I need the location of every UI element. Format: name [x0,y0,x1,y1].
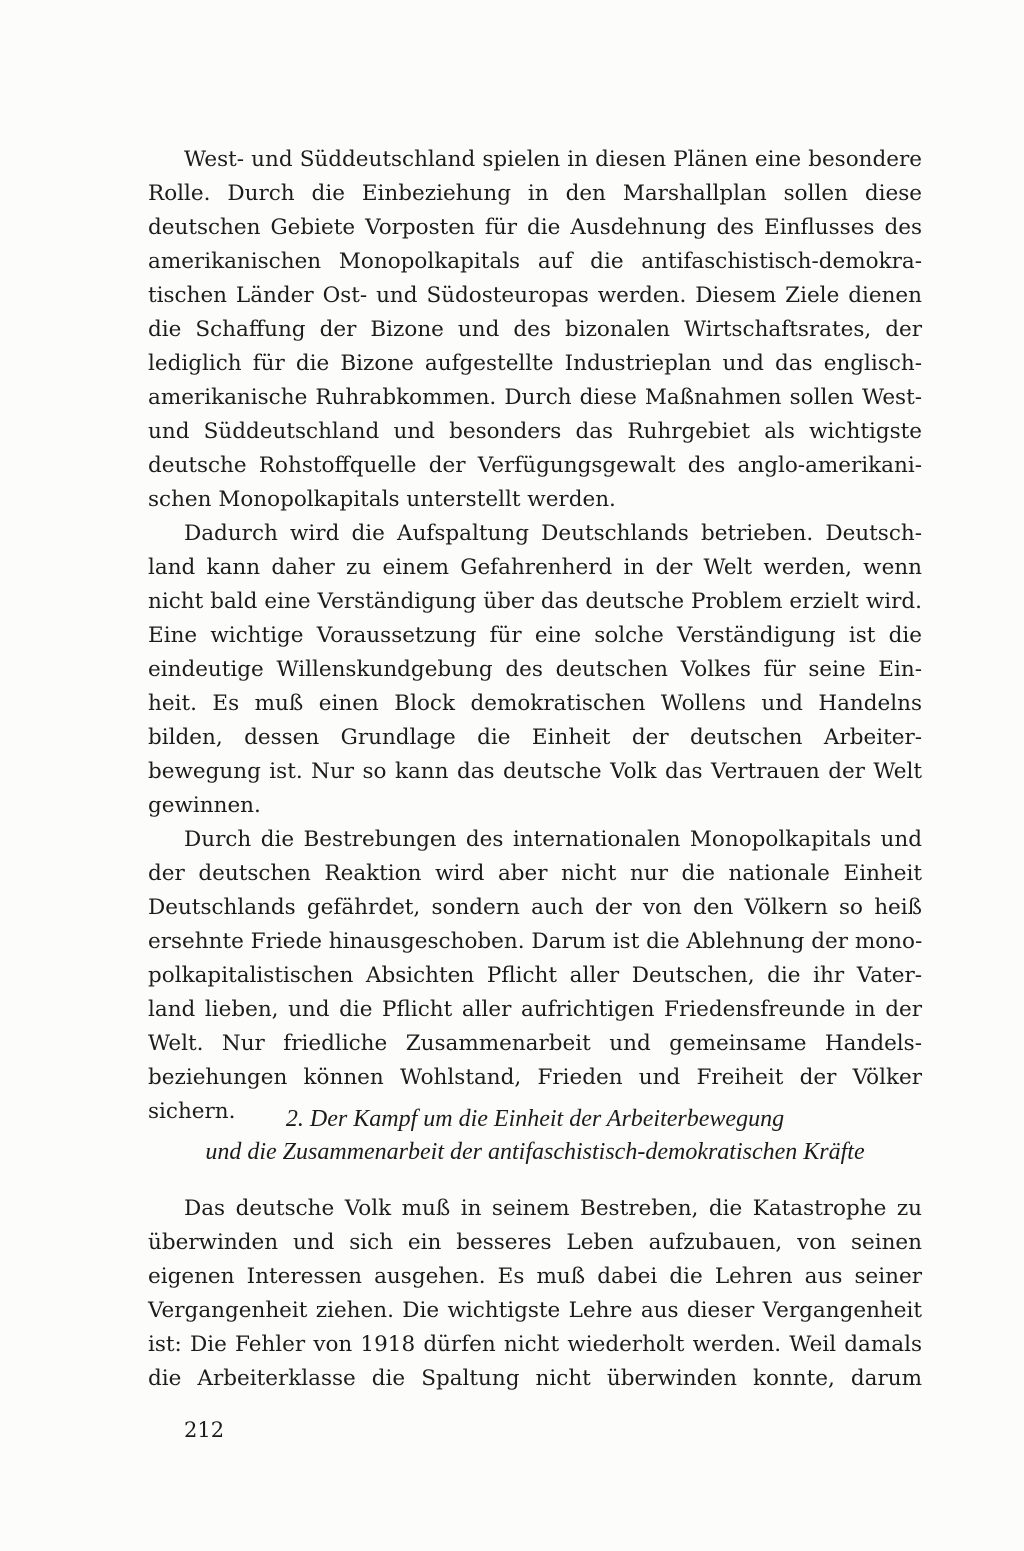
text-line: überwinden und sich ein besseres Leben aufzubauen, von seinen [148,1230,922,1255]
section-heading-line-1: 2. Der Kampf um die Einheit der Arbeiterbewegung [285,1106,785,1132]
text-line: ist: Die Fehler von 1918 dürfen nicht wiederholt werden. Weil damals [148,1332,922,1357]
text-line: eigenen Interessen ausgehen. Es muß dabei die Lehren aus seiner [148,1264,922,1289]
text-line: Das deutsche Volk muß in seinem Bestreben, die Katastrophe zu [184,1196,922,1221]
text-line: Dadurch wird die Aufspaltung Deutschlands betrieben. Deutsch- [184,521,922,546]
section-heading [148,1103,922,1169]
text-line: und Süddeutschland und besonders das Ruhrgebiet als wichtigste [148,419,922,444]
text-line: bilden, dessen Grundlage die Einheit der deutschen Arbeiter- [148,725,922,750]
text-line: schen Monopolkapitals unterstellt werden. [148,487,616,512]
page-number: 212 [184,1418,225,1442]
text-line: Deutschlands gefährdet, sondern auch der von den Völkern so heiß [148,895,922,920]
text-line: bewegung ist. Nur so kann das deutsche Volk das Vertrauen der Welt [148,759,922,784]
text-line: polkapitalistischen Absichten Pflicht aller Deutschen, die ihr Vater- [148,963,922,988]
text-line: Durch die Bestrebungen des internationalen Monopolkapitals und [184,827,922,852]
text-line: der deutschen Reaktion wird aber nicht nur die nationale Einheit [148,861,922,886]
text-line: deutsche Rohstoffquelle der Verfügungsgewalt des anglo-amerikani- [148,453,922,478]
text-line: die Arbeiterklasse die Spaltung nicht überwinden konnte, darum [148,1366,922,1391]
section-body-text [148,143,922,1129]
text-line: lediglich für die Bizone aufgestellte Industrieplan und das englisch- [148,351,922,376]
text-line: Rolle. Durch die Einbeziehung in den Marshallplan sollen diese [148,181,922,206]
text-line: beziehungen können Wohlstand, Frieden und Freiheit der Völker [148,1065,922,1090]
text-line: tischen Länder Ost- und Südosteuropas werden. Diesem Ziele dienen [148,283,922,308]
section-heading-line-2: und die Zusammenarbeit der antifaschistisch-demokratischen Kräfte [205,1139,865,1165]
text-line: Eine wichtige Voraussetzung für eine solche Verständigung ist die [148,623,922,648]
text-line: heit. Es muß einen Block demokratischen Wollens und Handelns [148,691,922,716]
text-line: deutschen Gebiete Vorposten für die Ausdehnung des Einflusses des [148,215,922,240]
text-line: amerikanische Ruhrabkommen. Durch diese Maßnahmen sollen West- [148,385,922,410]
text-line: land kann daher zu einem Gefahrenherd in der Welt werden, wenn [148,555,922,580]
text-line: land lieben, und die Pflicht aller aufrichtigen Friedensfreunde in der [148,997,922,1022]
text-line: nicht bald eine Verständigung über das deutsche Problem erzielt wird. [148,589,922,614]
text-line: ersehnte Friede hinausgeschoben. Darum ist die Ablehnung der mono- [148,929,923,954]
text-line: gewinnen. [148,793,261,818]
text-line: Vergangenheit ziehen. Die wichtigste Lehre aus dieser Vergangenheit [148,1298,922,1323]
text-line: die Schaffung der Bizone und des bizonalen Wirtschaftsrates, der [148,317,922,342]
text-line: sichern. [148,1099,236,1124]
text-line: eindeutige Willenskundgebung des deutschen Volkes für seine Ein- [148,657,922,682]
text-line: Welt. Nur friedliche Zusammenarbeit und gemeinsame Handels- [148,1031,922,1056]
text-line: West- und Süddeutschland spielen in diesen Plänen eine besondere [184,147,922,172]
section-body-text [148,1192,922,1396]
text-line: amerikanischen Monopolkapitals auf die antifaschistisch-demokra- [148,249,922,274]
